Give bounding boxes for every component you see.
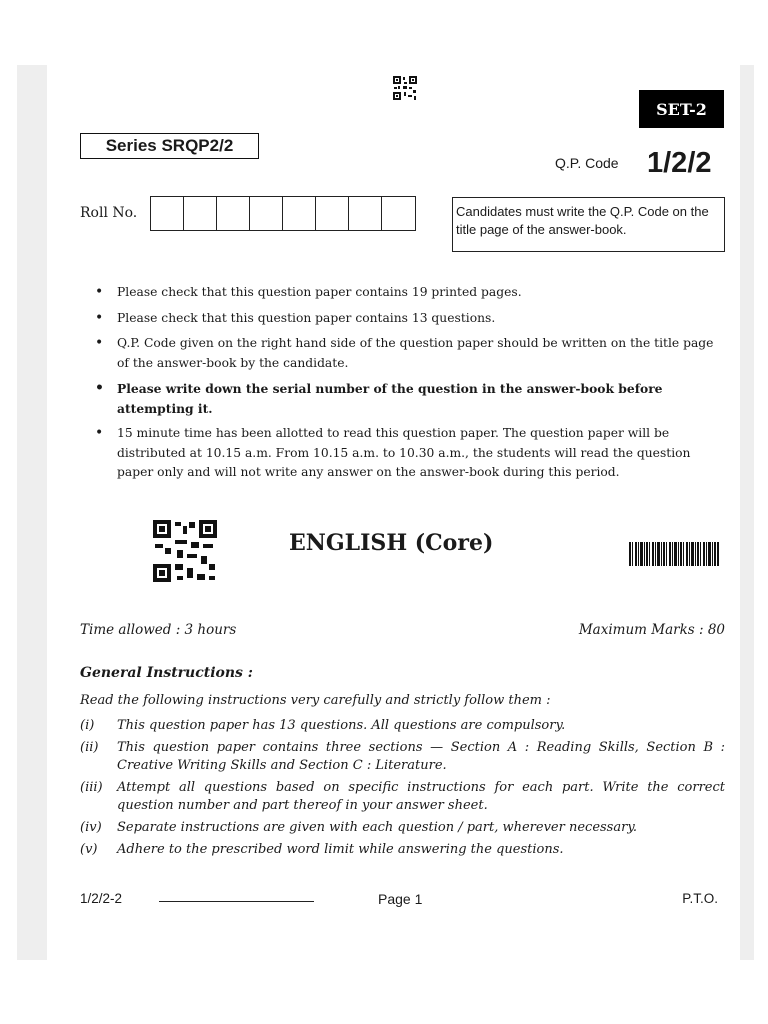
item-text: Adhere to the prescribed word limit while answering the questions. bbox=[117, 842, 564, 857]
barcode-icon bbox=[629, 542, 719, 566]
roll-digit-box bbox=[349, 197, 382, 230]
maximum-marks: Maximum Marks : 80 bbox=[578, 622, 725, 638]
qr-code-icon bbox=[153, 520, 217, 582]
series-box: Series SRQP2/2 bbox=[80, 133, 259, 159]
item-number: (i) bbox=[80, 718, 95, 733]
general-instruction-item bbox=[80, 841, 725, 859]
roll-digit-box bbox=[151, 197, 184, 230]
instruction-item: • Please check that this question paper contains 19 printed pages. bbox=[87, 283, 717, 303]
time-allowed: Time allowed : 3 hours bbox=[80, 622, 237, 638]
general-instructions-list bbox=[80, 717, 725, 863]
preliminary-instructions bbox=[87, 283, 717, 489]
instruction-item: • 15 minute time has been allotted to read this question paper. The question paper will be distributed at 10.15 a.m. From 10.15 a.m. to 10.30 a.m., the students will read the question paper only and will not write any answer on the answer-book during this period. bbox=[87, 424, 717, 483]
item-number: (iv) bbox=[80, 820, 102, 835]
instruction-item: • Q.P. Code given on the right hand side of the question paper should be written on the title page of the answer-book by the candidate. bbox=[87, 334, 717, 373]
item-number: (ii) bbox=[80, 740, 99, 755]
item-number: (iii) bbox=[80, 780, 103, 795]
footer-pto: P.T.O. bbox=[682, 891, 718, 906]
scan-margin-left bbox=[17, 65, 47, 960]
qr-code-icon bbox=[392, 75, 418, 101]
item-number: (v) bbox=[80, 842, 98, 857]
roll-digit-box bbox=[217, 197, 250, 230]
item-text: This question paper has 13 questions. All questions are compulsory. bbox=[117, 718, 566, 733]
roll-digit-box bbox=[283, 197, 316, 230]
item-text: Attempt all questions based on specific instructions for each part. Write the correct question number and part thereof in your answer sheet. bbox=[117, 780, 725, 813]
general-instructions-title: General Instructions : bbox=[80, 665, 253, 681]
general-instruction-item bbox=[80, 819, 725, 837]
instruction-item: • Please write down the serial number of the question in the answer-book before attempting it. bbox=[87, 379, 717, 418]
subject-title: ENGLISH (Core) bbox=[289, 530, 494, 556]
qp-code-label: Q.P. Code bbox=[555, 155, 619, 171]
general-instruction-item bbox=[80, 779, 725, 815]
instruction-item: • Please check that this question paper contains 13 questions. bbox=[87, 309, 717, 329]
footer-code: 1/2/2-2 bbox=[80, 891, 123, 906]
roll-digit-box bbox=[184, 197, 217, 230]
footer-rule bbox=[159, 901, 314, 902]
general-instructions-intro: Read the following instructions very carefully and strictly follow them : bbox=[80, 693, 551, 708]
footer-page-number: Page 1 bbox=[378, 891, 423, 907]
qp-code: 1/2/2 bbox=[647, 147, 712, 179]
roll-number-label: Roll No. bbox=[80, 205, 138, 221]
roll-number-boxes bbox=[150, 196, 416, 231]
set-badge: SET-2 bbox=[639, 90, 724, 128]
question-paper-page bbox=[47, 65, 740, 960]
roll-digit-box bbox=[250, 197, 283, 230]
scan-margin-right bbox=[740, 65, 754, 960]
roll-digit-box bbox=[382, 197, 415, 230]
roll-digit-box bbox=[316, 197, 349, 230]
candidate-note-box: Candidates must write the Q.P. Code on the title page of the answer-book. bbox=[452, 197, 725, 252]
general-instruction-item bbox=[80, 717, 725, 735]
general-instruction-item bbox=[80, 739, 725, 775]
item-text: This question paper contains three sections — Section A : Reading Skills, Section B : Creative Writing Skills and Section C : Literature. bbox=[117, 740, 725, 773]
item-text: Separate instructions are given with each question / part, wherever necessary. bbox=[117, 820, 638, 835]
